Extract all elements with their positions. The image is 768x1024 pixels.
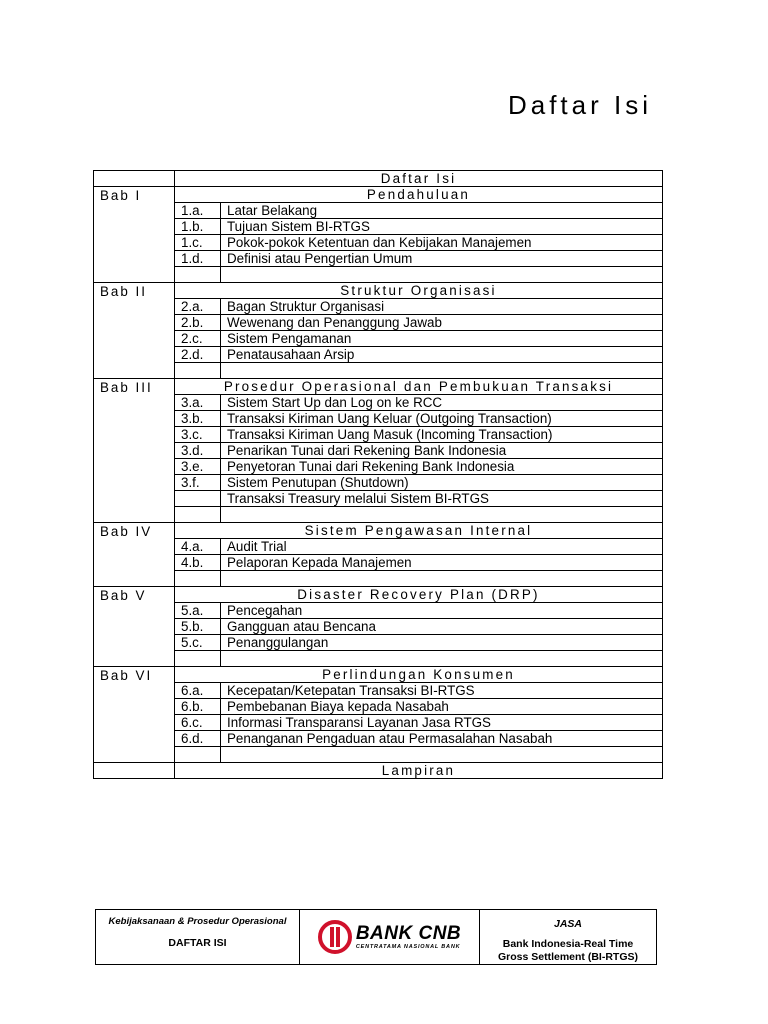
toc-item-number: 1.c. bbox=[175, 235, 221, 251]
toc-item-row bbox=[94, 603, 663, 619]
chapter-label: Bab II bbox=[94, 283, 175, 379]
footer-system-line1: Bank Indonesia-Real Time bbox=[502, 938, 634, 950]
toc-item-row bbox=[94, 459, 663, 475]
bank-logo-subtitle: CENTRATAMA NASIONAL BANK bbox=[355, 944, 461, 950]
toc-item-number: 3.b. bbox=[175, 411, 221, 427]
toc-item-number: 4.a. bbox=[175, 539, 221, 555]
toc-item-row bbox=[94, 219, 663, 235]
chapter-row bbox=[94, 187, 663, 203]
toc-item-number: 1.b. bbox=[175, 219, 221, 235]
chapter-row bbox=[94, 587, 663, 603]
spacer-cell bbox=[221, 363, 663, 379]
toc-item-text: Sistem Pengamanan bbox=[221, 331, 663, 347]
toc-item-number: 6.a. bbox=[175, 683, 221, 699]
toc-item-number: 1.d. bbox=[175, 251, 221, 267]
toc-item-row bbox=[94, 635, 663, 651]
toc-item-number: 3.e. bbox=[175, 459, 221, 475]
toc-item-row bbox=[94, 491, 663, 507]
spacer-cell bbox=[175, 363, 221, 379]
chapter-row bbox=[94, 523, 663, 539]
toc-item-text: Pokok-pokok Ketentuan dan Kebijakan Manajemen bbox=[221, 235, 663, 251]
toc-item-text: Informasi Transparansi Layanan Jasa RTGS bbox=[221, 715, 663, 731]
toc-item-text: Penarikan Tunai dari Rekening Bank Indonesia bbox=[221, 443, 663, 459]
toc-item-number: 3.f. bbox=[175, 475, 221, 491]
spacer-cell bbox=[221, 571, 663, 587]
toc-item-row bbox=[94, 235, 663, 251]
chapter-title: Perlindungan Konsumen bbox=[175, 667, 663, 683]
toc-item-text: Transaksi Kiriman Uang Masuk (Incoming Transaction) bbox=[221, 427, 663, 443]
toc-item-number: 5.b. bbox=[175, 619, 221, 635]
toc-item-text: Definisi atau Pengertian Umum bbox=[221, 251, 663, 267]
toc-item-text: Penanggulangan bbox=[221, 635, 663, 651]
toc-item-text: Kecepatan/Ketepatan Transaksi BI-RTGS bbox=[221, 683, 663, 699]
toc-item-text: Bagan Struktur Organisasi bbox=[221, 299, 663, 315]
spacer-cell bbox=[221, 267, 663, 283]
toc-item-number: 4.b. bbox=[175, 555, 221, 571]
toc-item-text: Sistem Penutupan (Shutdown) bbox=[221, 475, 663, 491]
toc-item-text: Sistem Start Up dan Log on ke RCC bbox=[221, 395, 663, 411]
chapter-spacer-row bbox=[94, 651, 663, 667]
toc-item-row bbox=[94, 347, 663, 363]
spacer-cell bbox=[221, 507, 663, 523]
toc-item-number: 1.a. bbox=[175, 203, 221, 219]
spacer-cell bbox=[221, 747, 663, 763]
chapter-title: Prosedur Operasional dan Pembukuan Transaksi bbox=[175, 379, 663, 395]
toc-item-number: 2.a. bbox=[175, 299, 221, 315]
chapter-spacer-row bbox=[94, 507, 663, 523]
toc-item-text: Penyetoran Tunai dari Rekening Bank Indonesia bbox=[221, 459, 663, 475]
toc-item-row bbox=[94, 715, 663, 731]
footer-left bbox=[96, 910, 300, 964]
toc-header-row bbox=[94, 171, 663, 187]
toc-item-number: 5.a. bbox=[175, 603, 221, 619]
toc-item-text: Wewenang dan Penanggung Jawab bbox=[221, 315, 663, 331]
toc-item-number: 6.c. bbox=[175, 715, 221, 731]
toc-header-blank bbox=[94, 171, 175, 187]
bank-logo-name: BANK CNB bbox=[355, 923, 462, 944]
bank-logo bbox=[318, 920, 461, 954]
toc-item-row bbox=[94, 555, 663, 571]
toc-item-number: 2.b. bbox=[175, 315, 221, 331]
chapter-title: Pendahuluan bbox=[175, 187, 663, 203]
chapter-spacer-row bbox=[94, 267, 663, 283]
toc-body bbox=[94, 171, 663, 779]
chapter-spacer-row bbox=[94, 363, 663, 379]
chapter-label: Bab IV bbox=[94, 523, 175, 587]
toc-header: Daftar Isi bbox=[175, 171, 663, 187]
toc-item-row bbox=[94, 427, 663, 443]
footer-system-line2: Gross Settlement (BI-RTGS) bbox=[497, 951, 639, 963]
toc-item-row bbox=[94, 315, 663, 331]
chapter-row bbox=[94, 667, 663, 683]
toc-item-row bbox=[94, 731, 663, 747]
toc-item-row bbox=[94, 251, 663, 267]
document-footer bbox=[95, 909, 657, 965]
toc-item-number: 6.b. bbox=[175, 699, 221, 715]
chapter-label: Bab I bbox=[94, 187, 175, 283]
toc-item-number bbox=[175, 491, 221, 507]
spacer-cell bbox=[221, 651, 663, 667]
footer-section-name: DAFTAR ISI bbox=[168, 937, 227, 949]
toc-item-row bbox=[94, 395, 663, 411]
toc-item-text: Pembebanan Biaya kepada Nasabah bbox=[221, 699, 663, 715]
toc-item-row bbox=[94, 475, 663, 491]
toc-item-number: 3.d. bbox=[175, 443, 221, 459]
toc-item-row bbox=[94, 539, 663, 555]
toc-item-text: Audit Trial bbox=[221, 539, 663, 555]
toc-item-row bbox=[94, 411, 663, 427]
footer-doc-type: Kebijaksanaan & Prosedur Operasional bbox=[108, 916, 287, 927]
toc-item-row bbox=[94, 331, 663, 347]
toc-item-text: Pencegahan bbox=[221, 603, 663, 619]
toc-item-number: 5.c. bbox=[175, 635, 221, 651]
chapter-label: Bab V bbox=[94, 587, 175, 667]
toc-item-number: 3.a. bbox=[175, 395, 221, 411]
chapter-title: Disaster Recovery Plan (DRP) bbox=[175, 587, 663, 603]
toc-item-text: Transaksi Treasury melalui Sistem BI-RTGS bbox=[221, 491, 663, 507]
toc-item-row bbox=[94, 619, 663, 635]
chapter-spacer-row bbox=[94, 747, 663, 763]
toc-item-row bbox=[94, 443, 663, 459]
chapter-title: Sistem Pengawasan Internal bbox=[175, 523, 663, 539]
page-title: Daftar Isi bbox=[507, 90, 652, 120]
toc-item-row bbox=[94, 683, 663, 699]
spacer-cell bbox=[175, 571, 221, 587]
chapter-row bbox=[94, 283, 663, 299]
toc-item-text: Transaksi Kiriman Uang Keluar (Outgoing Transaction) bbox=[221, 411, 663, 427]
chapter-row bbox=[94, 379, 663, 395]
toc-item-number: 2.c. bbox=[175, 331, 221, 347]
chapter-label: Bab III bbox=[94, 379, 175, 523]
lampiran-label: Lampiran bbox=[175, 763, 663, 779]
spacer-cell bbox=[175, 507, 221, 523]
footer-logo-cell bbox=[300, 910, 480, 964]
toc-item-number: 6.d. bbox=[175, 731, 221, 747]
toc-item-text: Latar Belakang bbox=[221, 203, 663, 219]
lampiran-blank bbox=[94, 763, 175, 779]
toc-item-text: Gangguan atau Bencana bbox=[221, 619, 663, 635]
chapter-label: Bab VI bbox=[94, 667, 175, 763]
chapter-title: Struktur Organisasi bbox=[175, 283, 663, 299]
toc-item-text: Penanganan Pengaduan atau Permasalahan Nasabah bbox=[221, 731, 663, 747]
toc-item-text: Tujuan Sistem BI-RTGS bbox=[221, 219, 663, 235]
toc-item-text: Pelaporan Kepada Manajemen bbox=[221, 555, 663, 571]
spacer-cell bbox=[175, 747, 221, 763]
toc-item-row bbox=[94, 699, 663, 715]
toc-item-text: Penatausahaan Arsip bbox=[221, 347, 663, 363]
footer-category: JASA bbox=[553, 918, 582, 930]
toc-table bbox=[93, 170, 663, 779]
footer-right bbox=[480, 910, 656, 964]
spacer-cell bbox=[175, 651, 221, 667]
toc-item-number: 2.d. bbox=[175, 347, 221, 363]
toc-item-number: 3.c. bbox=[175, 427, 221, 443]
toc-item-row bbox=[94, 299, 663, 315]
chapter-spacer-row bbox=[94, 571, 663, 587]
toc-item-row bbox=[94, 203, 663, 219]
lampiran-row bbox=[94, 763, 663, 779]
bank-cnb-logo-icon bbox=[318, 920, 352, 954]
spacer-cell bbox=[175, 267, 221, 283]
